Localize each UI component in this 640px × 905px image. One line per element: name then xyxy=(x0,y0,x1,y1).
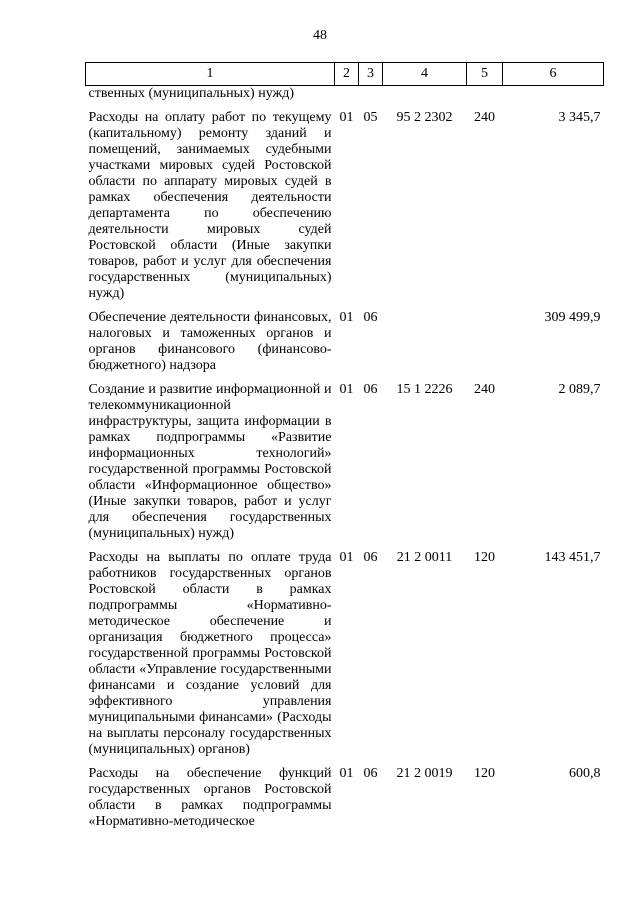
row-name: Обеспечение деятельности финансовых, налоговых и таможенных органов и органов финансового (финансово-бюджетного) надзора xyxy=(88,310,332,373)
row-amount: 600,8 xyxy=(569,766,601,781)
row-target-article: 21 2 0011 xyxy=(396,550,453,565)
row-amount: 2 089,7 xyxy=(558,382,601,397)
row-section xyxy=(335,86,359,111)
row-name: Расходы на выплаты по оплате труда работников государственных органов Ростовской области в рамках подпрограммы «Нормативно-методическое обеспечение и организация бюджетного процесса» государственной программы Ростовской области «Управление государственными финансами и создание условий для эффективного управления муниципальными финансами» (Расходы на выплаты персоналу государственных (муниципальных) органов) xyxy=(88,550,332,757)
table-row xyxy=(86,550,604,766)
row-section: 01 xyxy=(339,382,354,397)
table-row xyxy=(86,110,604,310)
row-target-article xyxy=(383,310,467,382)
row-target-article: 95 2 2302 xyxy=(396,110,453,125)
row-subsection: 06 xyxy=(363,310,378,325)
table-row xyxy=(86,86,604,111)
row-expense-type: 240 xyxy=(474,110,495,125)
row-expense-type: 120 xyxy=(474,550,495,565)
row-expense-type: 120 xyxy=(474,766,495,781)
table-row xyxy=(86,766,604,838)
row-amount: 309 499,9 xyxy=(544,310,601,325)
header-col-5: 5 xyxy=(467,63,503,86)
budget-table xyxy=(85,62,604,838)
table-row xyxy=(86,310,604,382)
row-name: Расходы на оплату работ по текущему (капитальному) ремонту зданий и помещений, занимаемых судебными участками мировых судей Ростовской области по аппарату мировых судей в рамках обеспечения деятельности департамента по обеспечению деятельности мировых судей Ростовской области (Иные закупки товаров, работ и услуг для обеспечения государственных (муниципальных) нужд) xyxy=(88,110,332,301)
row-amount: 143 451,7 xyxy=(544,550,601,565)
row-name: Расходы на обеспечение функций государственных органов Ростовской области в рамках подпрограммы «Нормативно-методическое xyxy=(88,766,332,829)
row-section: 01 xyxy=(339,766,354,781)
row-section: 01 xyxy=(339,310,354,325)
row-expense-type xyxy=(467,310,503,382)
row-name: Создание и развитие информационной и телекоммуникационной инфраструктуры, защита информации в рамках подпрограммы «Развитие информационных технологий» государственной программы Ростовской области «Информационное общество» (Иные закупки товаров, работ и услуг для обеспечения государственных (муниципальных) нужд) xyxy=(88,382,332,541)
row-target-article: 15 1 2226 xyxy=(396,382,453,397)
table-row xyxy=(86,382,604,550)
table-header-row xyxy=(86,63,604,86)
row-subsection: 06 xyxy=(363,382,378,397)
row-expense-type: 240 xyxy=(474,382,495,397)
row-amount: 3 345,7 xyxy=(558,110,601,125)
row-subsection: 06 xyxy=(363,550,378,565)
page-number: 48 xyxy=(313,28,327,43)
row-name: ственных (муниципальных) нужд) xyxy=(88,86,294,101)
row-section: 01 xyxy=(339,110,354,125)
header-col-2: 2 xyxy=(335,63,359,86)
header-col-1: 1 xyxy=(86,63,335,86)
header-col-4: 4 xyxy=(383,63,467,86)
row-expense-type xyxy=(467,86,503,111)
header-col-6: 6 xyxy=(503,63,604,86)
row-subsection xyxy=(359,86,383,111)
row-section: 01 xyxy=(339,550,354,565)
row-subsection: 06 xyxy=(363,766,378,781)
row-target-article xyxy=(383,86,467,111)
row-target-article: 21 2 0019 xyxy=(396,766,453,781)
row-amount xyxy=(503,86,604,111)
header-col-3: 3 xyxy=(359,63,383,86)
row-subsection: 05 xyxy=(363,110,378,125)
